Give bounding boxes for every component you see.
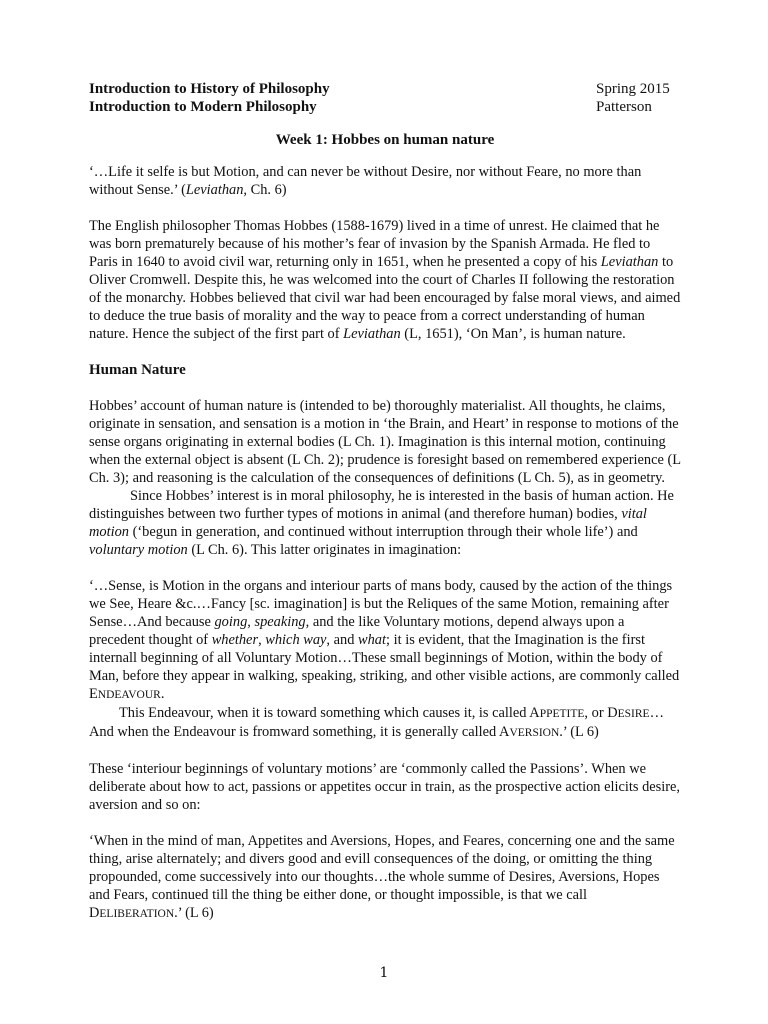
q1-em-whether: whether: [211, 632, 259, 648]
header-row-1: [89, 80, 681, 98]
instructor: Patterson: [596, 99, 652, 115]
intro-title-1: Leviathan: [600, 254, 659, 270]
term: Spring 2015: [596, 81, 670, 97]
body-paragraph-3: These ‘interiour beginnings of voluntary motions’ are ‘commonly called the Passions’. When we deliberate about how to act, passions or appetites occur in train, as the prospective action elicits desire, aversion and so on:: [89, 761, 681, 813]
q1-sep-2: ,: [258, 632, 266, 648]
q1-subparagraph: [89, 704, 681, 742]
intro-title-2: Leviathan: [343, 326, 401, 342]
intro-text-1: The English philosopher Thomas Hobbes (1588-1679) lived in a time of unrest. He claimed that he was born prematurely because of his mother’s fear of invasion by the Spanish Armada. He fled to Paris in 1640 to avoid civil war, returning only in 1651, when he presented a copy of his: [89, 218, 660, 270]
q2-text-1: ‘When in the mind of man, Appetites and Aversions, Hopes, and Feares, concerning one and the same thing, arise alternately; and divers good and evill consequences of the doing, or omitting the thing propounded, come successively into our thoughts…the whole summe of Desires, Aversions, Hopes and Fears, continued till the thing be either done, or thought impossible, is that we call: [89, 833, 675, 903]
q1-text-6: This Endeavour, when it is toward something which causes it, is called: [119, 705, 530, 721]
q1-text-4: ; it is evident, that the Imagination is the first internall beginning of all Voluntary Motion…These small beginnings of Motion, within the body of Man, before they appear in walking, speaking, striking, and other visible actions, are commonly called: [89, 632, 680, 684]
q1-em-speaking: speaking: [254, 614, 306, 630]
body2-term-2: voluntary motion: [89, 542, 188, 558]
q1-sc-aversion-rest: VERSION: [509, 727, 560, 739]
intro-text-3: (L, 1651), ‘On Man’, is human nature.: [400, 326, 626, 342]
q2-sc-deliberation-first: D: [89, 905, 100, 921]
week-title: Week 1: Hobbes on human nature: [275, 132, 495, 148]
section-heading: Human Nature: [89, 362, 186, 378]
body-paragraph-2: [89, 487, 681, 559]
intro-text-2: to Oliver Cromwell. Despite this, he was welcomed into the court of Charles II following the restoration of the monarchy. Hobbes believed that civil war had been encouraged by false moral views, and aimed to deduce the true basis of morality and the way to peace from a correct understanding of human nature. Hence the subject of the first part of: [89, 254, 681, 342]
q1-text-3: , and: [326, 632, 358, 648]
q1-sc-desire-rest: ESIRE: [617, 708, 650, 720]
course-title-1: Introduction to History of Philosophy: [89, 81, 330, 97]
body2-text-1: Since Hobbes’ interest is in moral philosophy, he is interested in the basis of human action. He distinguishes between two further types of motions in animal (and therefore human) bodies,: [89, 488, 674, 522]
q1-sc-appetite-rest: PPETITE: [539, 708, 585, 720]
q1-sc-endeavour-rest: NDEAVOUR: [97, 689, 161, 701]
q1-sc-appetite-first: A: [529, 705, 540, 721]
epigraph-source-rest: , Ch. 6): [243, 182, 287, 198]
q1-sc-aversion-first: A: [499, 724, 510, 740]
q1-text-8: …And when the Endeavour is fromward something, it is generally called: [89, 705, 664, 740]
q1-sc-endeavour-first: E: [89, 686, 98, 702]
q2-sc-deliberation-rest: ELIBERATION: [99, 908, 175, 920]
intro-paragraph: [89, 217, 681, 343]
q1-sep-1: ,: [247, 614, 255, 630]
q1-em-going: going: [214, 614, 248, 630]
body-paragraph-1: Hobbes’ account of human nature is (intended to be) thoroughly materialist. All thoughts, he claims, originate in sensation, and sensation is a motion in ‘the Brain, and Heart’ in response to motions of the sense organs originating in external bodies (L Ch. 1). Imagination is this internal motion, continuing when the external object is absent (L Ch. 2); prudence is foresight based on remembered experience (L Ch. 3); and reasoning is the calculation of the consequences of definitions (L Ch. 5), as in geometry.: [89, 398, 681, 486]
q1-em-what: what: [358, 632, 386, 648]
q1-text-9: .’ (L 6): [559, 724, 599, 740]
q1-text-5: .: [160, 686, 165, 702]
quote-2: [89, 832, 681, 923]
q1-sc-desire-first: D: [607, 705, 618, 721]
epigraph-text: ‘…Life it selfe is but Motion, and can never be without Desire, nor without Feare, no more than without Sense.’ (: [89, 164, 642, 198]
body2-text-2: (‘begun in generation, and continued without interruption through their whole life’) and: [128, 524, 638, 540]
epigraph-source-title: Leviathan: [185, 182, 244, 198]
body2-text-3: (L Ch. 6). This latter originates in imagination:: [187, 542, 462, 558]
q1-em-which-way: which way: [265, 632, 327, 648]
epigraph-quote: [89, 163, 681, 199]
quote-1: [89, 577, 681, 742]
course-title-2: Introduction to Modern Philosophy: [89, 99, 317, 115]
q1-text-2: , and the like Voluntary motions, depend always upon a precedent thought of: [89, 614, 625, 648]
q1-text-7: , or: [584, 705, 608, 721]
header-row-2: [89, 98, 681, 116]
document-page: [89, 80, 681, 923]
q1-text-1: ‘…Sense, is Motion in the organs and interiour parts of mans body, caused by the action of the things we See, Heare &c.…Fancy [sc. imagination] is but the Reliques of the same Motion, remaining after Sense…And because: [89, 578, 673, 630]
body2-term-1: vital motion: [89, 506, 647, 540]
page-number: 1: [379, 965, 389, 981]
q2-text-2: .’ (L 6): [174, 905, 214, 921]
